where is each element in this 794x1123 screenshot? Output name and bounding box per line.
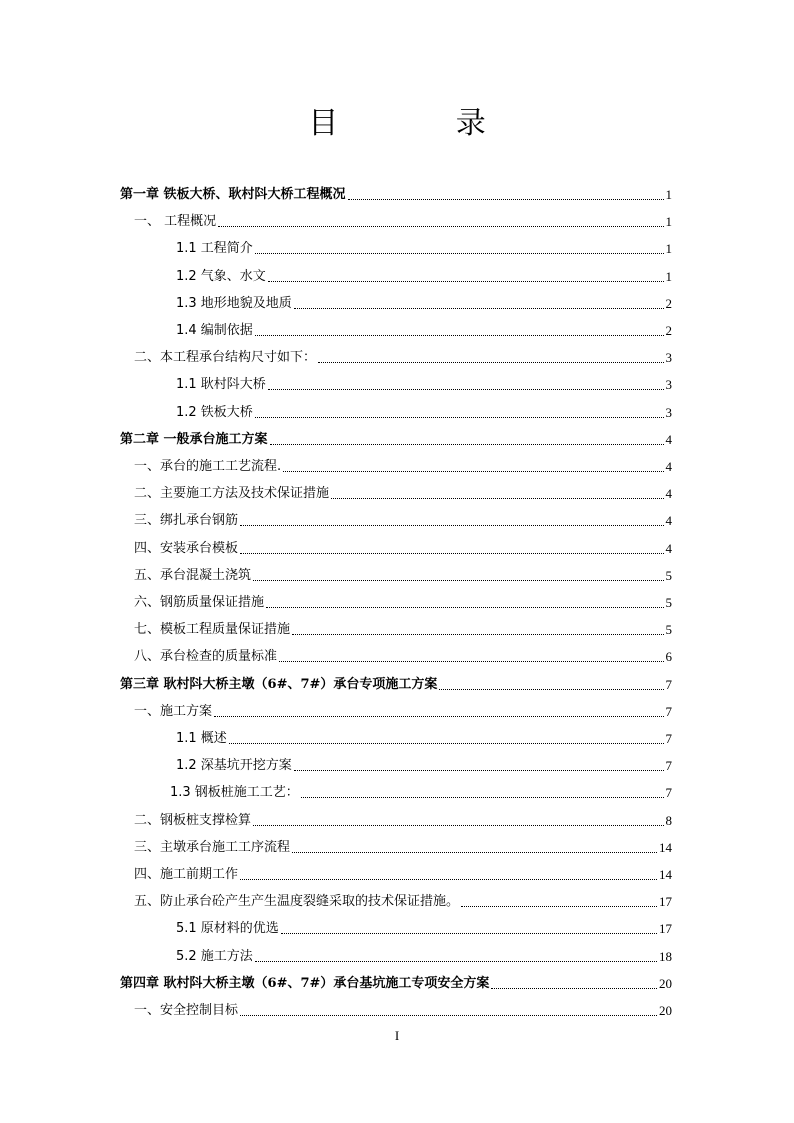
toc-entry[interactable] (120, 176, 672, 203)
toc-entry-page: 8 (665, 812, 672, 828)
toc-leader-dots (283, 470, 663, 472)
toc-leader-dots (301, 796, 664, 798)
toc-leader-dots (439, 688, 663, 690)
toc-entry-page: 2 (665, 323, 672, 338)
toc-entry-page: 7 (665, 703, 672, 719)
toc-leader-dots (461, 905, 657, 907)
toc-entry[interactable] (134, 802, 672, 829)
toc-leader-dots (268, 388, 664, 390)
toc-entry[interactable] (134, 856, 672, 883)
toc-entry-label: 第四章 耿村阧大桥主墩（6#、7#）承台基坑施工专项安全方案 (120, 975, 490, 991)
toc-entry[interactable] (134, 693, 672, 720)
toc-leader-dots (491, 987, 657, 989)
toc-entry-page: 5 (665, 595, 672, 610)
toc-entry[interactable] (176, 394, 672, 421)
toc-leader-dots (240, 552, 663, 554)
toc-leader-dots (292, 633, 663, 635)
toc-leader-dots (270, 443, 664, 445)
toc-leader-dots (348, 198, 664, 200)
page-number: I (394, 1028, 400, 1043)
toc-entry[interactable] (176, 230, 672, 257)
toc-entry-page: 7 (665, 731, 672, 746)
toc-leader-dots (318, 361, 663, 363)
toc-entry-page: 14 (659, 839, 672, 855)
toc-entry[interactable] (134, 883, 672, 910)
toc-entry-page: 2 (665, 295, 672, 311)
toc-entry-label: 一、安全控制目标 (134, 1003, 239, 1018)
toc-entry-page: 3 (665, 350, 672, 366)
toc-entry-label: 三、绑扎承台钢筋 (134, 513, 239, 529)
toc-entry-label: 二、主要施工方法及技术保证措施 (134, 486, 330, 502)
toc-entry[interactable] (176, 720, 672, 747)
toc-entry-label: 一、承台的施工工艺流程. (134, 459, 282, 474)
toc-leader-dots (281, 932, 657, 934)
toc-entry-page: 4 (665, 431, 672, 447)
toc-leader-dots (240, 1014, 657, 1016)
toc-entry[interactable] (134, 638, 672, 665)
toc-leader-dots (218, 225, 663, 227)
toc-leader-dots (255, 252, 664, 254)
toc-entry-page: 20 (659, 1003, 672, 1018)
toc-entry-page: 14 (659, 867, 672, 882)
toc-entry-label: 一、施工方案 (134, 703, 213, 719)
toc-entry-label: 第一章 铁板大桥、耿村阧大桥工程概况 (120, 187, 346, 202)
toc-entry-page: 4 (665, 459, 672, 474)
toc-leader-dots (253, 824, 663, 826)
toc-entry[interactable] (134, 502, 672, 529)
toc-entry-page: 5 (665, 622, 672, 638)
toc-leader-dots (240, 524, 663, 526)
toc-entry-page: 20 (659, 975, 672, 991)
toc-entry-page: 6 (665, 649, 672, 665)
toc-entry-page: 4 (665, 540, 672, 556)
toc-leader-dots (268, 280, 664, 282)
toc-entry[interactable] (134, 829, 672, 856)
toc-entry-label: 五、承台混凝土浇筑 (134, 567, 252, 583)
toc-entry-page: 4 (665, 513, 672, 529)
toc-entry-label: 二、本工程承台结构尺寸如下： (134, 350, 317, 366)
toc-entry[interactable] (134, 611, 672, 638)
toc-leader-dots (253, 579, 663, 581)
toc-entry[interactable] (176, 938, 672, 965)
toc-entry-label: 五、防止承台砼产生产生温度裂缝采取的技术保证措施。 (134, 894, 460, 910)
toc-entry[interactable] (176, 312, 672, 339)
toc-entry-label: 1.2 深基坑开挖方案 (176, 758, 292, 774)
toc-leader-dots (292, 851, 657, 853)
toc-leader-dots (294, 769, 664, 771)
toc-entry[interactable] (176, 258, 672, 285)
toc-entry-label: 1.4 编制依据 (176, 323, 253, 338)
toc-leader-dots (266, 606, 663, 608)
toc-entry-label: 1.2 气象、水文 (176, 268, 266, 284)
toc-entry-label: 1.3 地形地貌及地质 (176, 295, 292, 311)
toc-entry[interactable] (134, 203, 672, 230)
toc-entry[interactable] (176, 366, 672, 393)
toc-leader-dots (294, 307, 664, 309)
toc-leader-dots (255, 334, 664, 336)
toc-entry-page: 17 (659, 921, 672, 937)
toc-entry-label: 5.1 原材料的优选 (176, 921, 279, 937)
toc-entry-page: 5 (665, 567, 672, 583)
toc-entry-page: 7 (665, 758, 672, 774)
toc-entry-label: 八、承台检查的质量标准 (134, 649, 278, 665)
toc-entry[interactable] (120, 666, 672, 693)
page-title: 目 录 (308, 106, 540, 141)
toc-entry-page: 3 (665, 404, 672, 420)
toc-entry-page: 18 (659, 948, 672, 964)
toc-entry[interactable] (134, 448, 672, 475)
toc-entry-page: 1 (665, 214, 672, 230)
toc-entry[interactable] (170, 774, 672, 801)
toc-entry[interactable] (176, 747, 672, 774)
toc-entry-label: 1.2 铁板大桥 (176, 404, 253, 420)
toc-entry-label: 1.1 耿村阧大桥 (176, 377, 266, 393)
toc-entry-label: 1.1 概述 (176, 731, 227, 746)
toc-entry[interactable] (134, 584, 672, 611)
toc-entry-page: 7 (665, 785, 672, 801)
toc-leader-dots (279, 660, 663, 662)
toc-entry-page: 17 (659, 894, 672, 910)
toc-entry[interactable] (176, 285, 672, 312)
toc-entry-label: 三、主墩承台施工工序流程 (134, 839, 291, 855)
toc-entry-page: 7 (665, 676, 672, 692)
toc-entry[interactable] (134, 557, 672, 584)
toc-entry[interactable] (120, 421, 672, 448)
toc-entry[interactable] (120, 965, 672, 992)
toc-entry-label: 四、安装承台模板 (134, 540, 239, 556)
toc-entry[interactable] (176, 910, 672, 937)
toc-entry-page: 1 (665, 268, 672, 284)
toc-entry-page: 1 (665, 187, 672, 202)
toc-entry-label: 5.2 施工方法 (176, 948, 253, 964)
toc-entry-label: 1.1 工程简介 (176, 241, 253, 257)
toc-leader-dots (240, 878, 657, 880)
toc-entry-label: 1.3 钢板桩施工工艺： (170, 785, 299, 801)
toc-entry[interactable] (134, 530, 672, 557)
toc-leader-dots (331, 497, 663, 499)
toc-entry-page: 1 (665, 241, 672, 257)
toc-entry-label: 第三章 耿村阧大桥主墩（6#、7#）承台专项施工方案 (120, 676, 438, 692)
toc-entry-label: 四、施工前期工作 (134, 867, 239, 882)
toc-entry-page: 4 (665, 486, 672, 502)
toc-entry-page: 3 (665, 377, 672, 393)
toc-leader-dots (214, 715, 663, 717)
toc-entry-label: 二、钢板桩支撑检算 (134, 812, 252, 828)
toc-leader-dots (255, 960, 657, 962)
toc-leader-dots (229, 742, 664, 744)
toc-entry-label: 七、模板工程质量保证措施 (134, 622, 291, 638)
toc-leader-dots (255, 416, 664, 418)
toc-entry[interactable] (134, 339, 672, 366)
toc-entry-label: 一、 工程概况 (134, 214, 217, 230)
toc-entry[interactable] (134, 992, 672, 1019)
toc-entry-label: 六、钢筋质量保证措施 (134, 595, 265, 610)
toc-entry-label: 第二章 一般承台施工方案 (120, 431, 268, 447)
toc-entry[interactable] (134, 475, 672, 502)
